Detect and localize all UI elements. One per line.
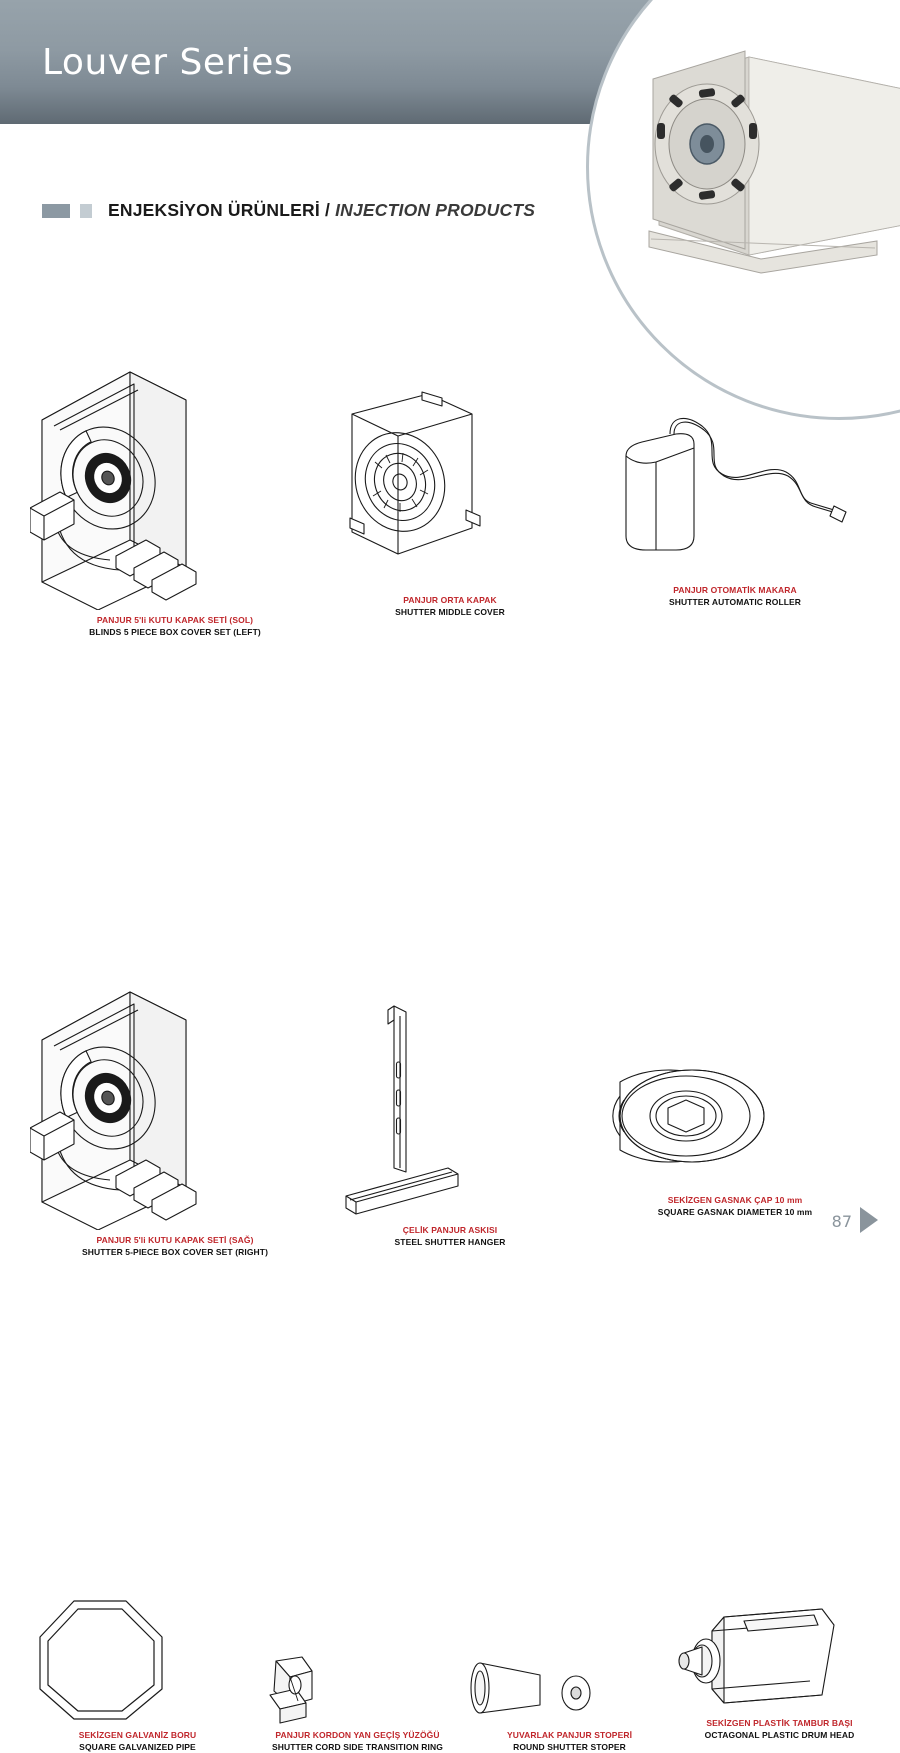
hero-circle-inner	[601, 0, 900, 405]
product-cell	[330, 390, 570, 618]
section-heading	[42, 200, 535, 221]
product-caption-en: SHUTTER AUTOMATIC ROLLER	[668, 597, 802, 607]
product-caption-en: SHUTTER MIDDLE COVER	[395, 607, 505, 617]
product-caption-en: ROUND SHUTTER STOPER	[513, 1742, 626, 1752]
hero-circle-frame	[586, 0, 900, 420]
product-cell	[30, 1595, 245, 1753]
accent-square-dark-icon	[42, 204, 70, 218]
shutter-automatic-roller-illustration	[590, 400, 880, 580]
product-caption-en: SHUTTER CORD SIDE TRANSITION RING	[272, 1742, 443, 1752]
square-galvanized-pipe-illustration	[30, 1595, 245, 1725]
octagonal-plastic-drum-head-illustration	[672, 1603, 887, 1713]
product-caption-tr: PANJUR 5'li KUTU KAPAK SETİ (SAĞ)	[96, 1235, 254, 1245]
section-title-tr: ENJEKSİYON ÜRÜNLERİ	[108, 200, 320, 220]
product-caption-tr: PANJUR 5'li KUTU KAPAK SETİ (SOL)	[96, 615, 254, 625]
blinds-5-piece-box-cover-set-left-illustration	[30, 360, 320, 610]
product-caption-en: SQUARE GASNAK DIAMETER 10 mm	[657, 1207, 813, 1217]
section-title-separator: /	[319, 200, 336, 220]
next-page-arrow-icon[interactable]	[860, 1207, 878, 1233]
product-caption-tr: YUVARLAK PANJUR STOPERİ	[506, 1730, 633, 1740]
round-shutter-stoper-illustration	[462, 1645, 677, 1725]
shutter-cord-side-transition-ring-illustration	[250, 1655, 465, 1725]
product-cell	[30, 360, 320, 638]
product-caption-tr: SEKİZGEN GASNAK ÇAP 10 mm	[667, 1195, 803, 1205]
product-caption-tr: PANJUR ORTA KAPAK	[403, 595, 497, 605]
accent-square-light-icon	[80, 204, 92, 218]
product-caption-tr: SEKİZGEN GALVANİZ BORU	[78, 1730, 197, 1740]
product-row	[0, 360, 900, 660]
product-caption-tr: SEKİZGEN PLASTİK TAMBUR BAŞI	[706, 1718, 853, 1728]
product-cell	[462, 1645, 677, 1753]
product-cell	[672, 1603, 887, 1741]
product-caption-en: STEEL SHUTTER HANGER	[394, 1237, 506, 1247]
product-cell	[250, 1655, 465, 1753]
product-caption-tr: PANJUR OTOMATİK MAKARA	[673, 585, 797, 595]
page-title: Louver Series	[42, 42, 294, 83]
page-number: 87	[831, 1212, 852, 1231]
section-title-en: INJECTION PRODUCTS	[335, 200, 536, 220]
product-caption-en: SQUARE GALVANIZED PIPE	[79, 1742, 196, 1752]
product-caption-en: BLINDS 5 PIECE BOX COVER SET (LEFT)	[89, 627, 261, 637]
section-title	[108, 200, 535, 221]
product-caption-en: OCTAGONAL PLASTIC DRUM HEAD	[704, 1730, 855, 1740]
shutter-middle-cover-illustration	[330, 390, 570, 590]
product-caption-en: SHUTTER 5-PIECE BOX COVER SET (RIGHT)	[82, 1247, 268, 1257]
product-cell	[590, 400, 880, 608]
shutter-box-assembly-photo	[641, 49, 900, 279]
product-caption-tr: PANJUR KORDON YAN GEÇİŞ YÜZÖĞÜ	[275, 1730, 440, 1740]
page-footer	[0, 1201, 900, 1231]
product-caption-tr: ÇELİK PANJUR ASKISI	[402, 1225, 498, 1235]
